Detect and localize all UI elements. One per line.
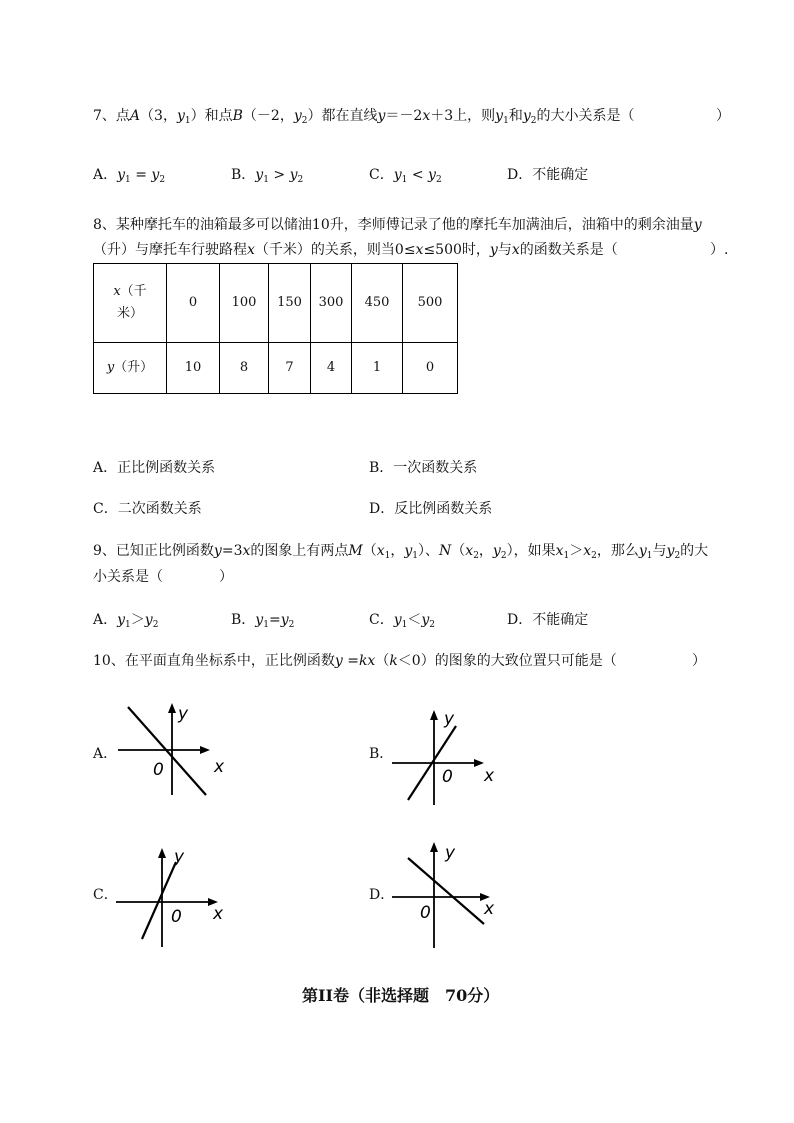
axis-label-x: x	[214, 757, 225, 777]
q7-option-b[interactable]: B．$y_1 > y_2$	[231, 167, 304, 185]
q10-option-d-label[interactable]: D．	[369, 887, 395, 903]
axis-label-y: y	[444, 709, 455, 729]
table-row	[94, 264, 458, 343]
y-axis-arrow	[430, 710, 438, 720]
section-title: 第II卷（非选择题 70分）	[302, 986, 500, 1005]
y-axis-arrow	[158, 848, 166, 858]
axis-label-y: y	[178, 704, 189, 724]
axis-label-y: y	[174, 847, 185, 867]
q9-close-paren: ）	[219, 569, 233, 585]
q10-stem: 10、在平面直角坐标系中，正比例函数y =kx（k＜0）的图象的大致位置只可能是（	[93, 653, 617, 669]
q9-option-b[interactable]: B．$y_1=y_2$	[231, 612, 295, 630]
axis-label-x: x	[484, 766, 495, 786]
q9-option-a[interactable]: A．$y_1>y_2$	[93, 612, 159, 630]
y-axis-arrow	[430, 842, 438, 852]
table-cell: 450	[352, 264, 403, 343]
q8-option-c[interactable]: C．二次函数关系	[93, 501, 202, 517]
x-axis-arrow	[200, 746, 210, 754]
table-row	[94, 343, 458, 394]
q8-close-paren: ）.	[710, 242, 729, 258]
q9-stem-line1: 9、已知正比例函数y=3x的图象上有两点$M(x_1$，$y_1$）、$N(x_2$，$y_2$），如果$x_1>x_2$，那么$y_1$与$y_2$的大	[93, 543, 709, 561]
q10-option-b-label[interactable]: B．	[369, 746, 394, 762]
q7-stem: 7、点A（3，$y_1$）和点B（－2，$y_2$）都在直线y＝－2x＋3上，则$y_1$和$y_2$的大小关系是（	[93, 108, 635, 126]
table-cell: 4	[311, 343, 352, 394]
q7-option-d[interactable]: D．不能确定	[507, 167, 589, 183]
q10-close-paren: ）	[692, 653, 706, 669]
table-cell: 8	[220, 343, 269, 394]
origin-label: 0	[442, 767, 453, 787]
origin-label: 0	[153, 760, 164, 780]
function-line	[128, 707, 206, 795]
q7-option-a[interactable]: A．$y_1 = y_2$	[93, 167, 166, 185]
q8-stem-line2: （升）与摩托车行驶路程x（千米）的关系，则当0≤x≤500时，y与x的函数关系是（	[93, 242, 618, 258]
q7-close-paren: ）	[716, 108, 730, 124]
q9-stem-line2: 小关系是（	[93, 569, 163, 585]
table-cell: 300	[311, 264, 352, 343]
table-cell: 1	[352, 343, 403, 394]
q10-option-b-graph[interactable]	[384, 700, 514, 810]
q9-option-c[interactable]: C．$y_1<y_2$	[369, 612, 436, 630]
q10-option-a-label[interactable]: A．	[93, 746, 118, 762]
table-cell: 500	[403, 264, 458, 343]
table-cell: 10	[167, 343, 220, 394]
q8-data-table	[93, 263, 458, 394]
q10-option-d-graph[interactable]	[384, 838, 514, 953]
q10-option-c-graph[interactable]	[110, 842, 240, 952]
q8-stem-line1: 8、某种摩托车的油箱最多可以储油10升，李师傅记录了他的摩托车加满油后，油箱中的剩余油量y	[93, 217, 702, 233]
y-axis-arrow	[168, 703, 176, 713]
origin-label: 0	[171, 907, 182, 927]
table-cell: 7	[269, 343, 311, 394]
table-cell: 100	[220, 264, 269, 343]
axis-label-x: x	[484, 899, 495, 919]
table-cell: 0	[167, 264, 220, 343]
axis-label-y: y	[445, 843, 456, 863]
table-cell: 0	[403, 343, 458, 394]
q8-option-a[interactable]: A．正比例函数关系	[93, 460, 216, 476]
origin-label: 0	[420, 903, 431, 923]
q7-option-c[interactable]: C．$y_1 < y_2$	[369, 167, 442, 185]
x-axis-arrow	[474, 759, 484, 767]
table-cell: 150	[269, 264, 311, 343]
q8-option-d[interactable]: D．反比例函数关系	[369, 501, 493, 517]
q10-option-a-graph[interactable]	[110, 695, 240, 805]
table-header-y: y（升）	[94, 343, 167, 394]
q10-option-c-label[interactable]: C．	[93, 887, 118, 903]
table-header-x: x（千 米）	[94, 264, 167, 343]
q8-option-b[interactable]: B．一次函数关系	[369, 460, 478, 476]
q9-option-d[interactable]: D．不能确定	[507, 612, 589, 628]
function-line	[142, 862, 176, 939]
axis-label-x: x	[213, 904, 224, 924]
